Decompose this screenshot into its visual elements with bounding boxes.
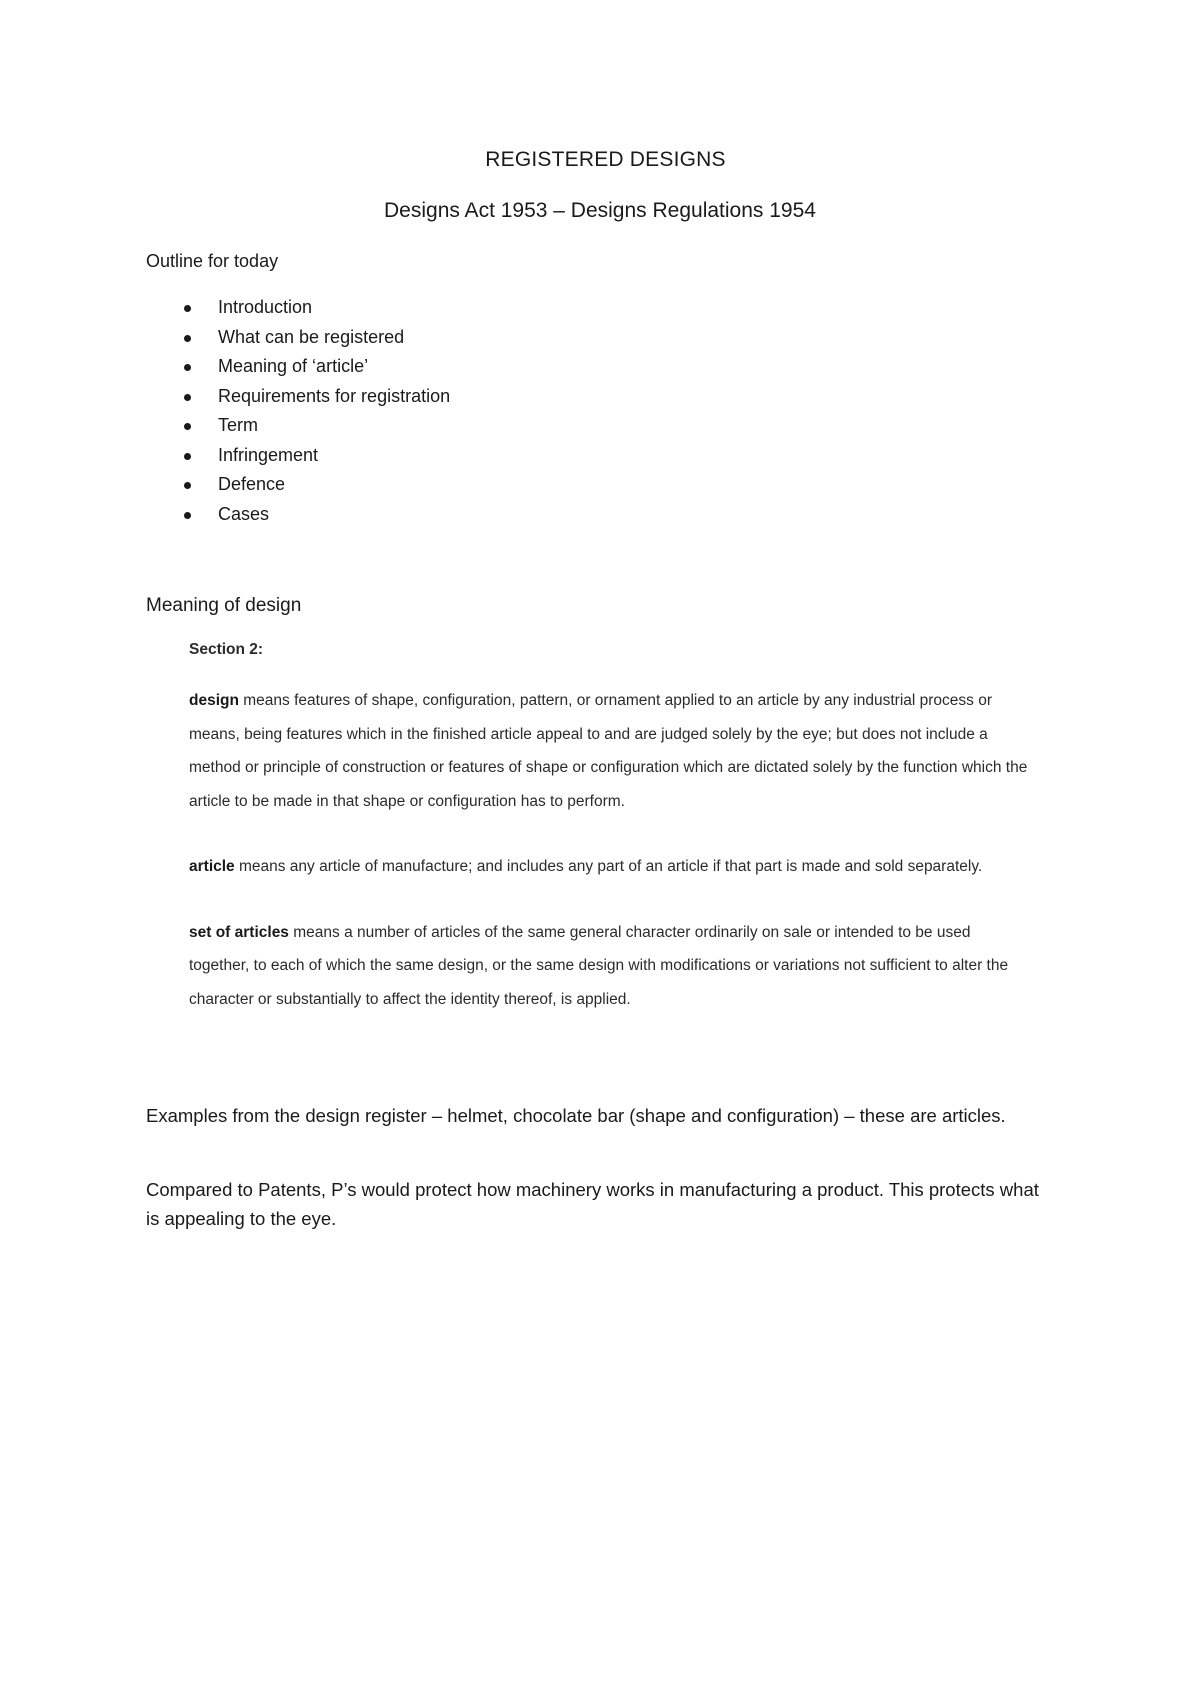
bullet-icon bbox=[184, 394, 191, 401]
list-item bbox=[146, 323, 450, 353]
bullet-icon bbox=[184, 364, 191, 371]
definition-term: set of articles bbox=[189, 923, 289, 941]
list-item bbox=[146, 470, 450, 500]
list-item bbox=[146, 352, 450, 382]
paragraph-patents-comparison: Compared to Patents, P’s would protect how machinery works in manufacturing a product. This protects what is appealing to the eye. bbox=[146, 1179, 1039, 1229]
list-item-label: Infringement bbox=[218, 444, 319, 465]
definition-article bbox=[189, 850, 1029, 884]
bullet-icon bbox=[184, 453, 191, 460]
document-title: REGISTERED DESIGNS bbox=[485, 148, 726, 171]
list-item bbox=[146, 441, 450, 471]
list-item bbox=[146, 411, 450, 441]
list-item bbox=[146, 293, 450, 323]
list-item-label: Cases bbox=[218, 503, 270, 524]
section-label: Section 2: bbox=[189, 641, 264, 658]
bullet-icon bbox=[184, 482, 191, 489]
definition-design bbox=[189, 684, 1029, 818]
definition-text: means features of shape, configuration, pattern, or ornament applied to an article by any industrial process or means, being features which in the finished article appeal to and are judged solely by the eye; but does not include a method or principle of construction or features of shape or configuration which are dictated solely by the function which the article to be made in that shape or configuration has to perform. bbox=[189, 692, 1028, 810]
definition-text: means any article of manufacture; and includes any part of an article if that part is made and sold separately. bbox=[234, 858, 983, 875]
meaning-heading: Meaning of design bbox=[146, 595, 302, 616]
list-item-label: Term bbox=[218, 415, 258, 435]
list-item bbox=[146, 500, 450, 530]
definition-term: design bbox=[189, 692, 239, 709]
list-item-label: Introduction bbox=[218, 297, 313, 317]
list-item-label: Meaning of ‘article’ bbox=[218, 356, 369, 376]
definition-term: article bbox=[189, 858, 235, 875]
bullet-icon bbox=[184, 512, 191, 519]
list-item-label: What can be registered bbox=[218, 326, 405, 347]
outline-heading: Outline for today bbox=[146, 251, 279, 271]
definition-set-of-articles bbox=[189, 916, 1029, 1017]
document-subtitle: Designs Act 1953 – Designs Regulations 1954 bbox=[384, 199, 816, 222]
list-item bbox=[146, 382, 450, 412]
bullet-icon bbox=[184, 305, 191, 312]
outline-list bbox=[146, 293, 450, 529]
statute-excerpt bbox=[189, 638, 1029, 1048]
bullet-icon bbox=[184, 423, 191, 430]
list-item-label: Defence bbox=[218, 474, 286, 494]
bullet-icon bbox=[184, 335, 191, 342]
list-item-label: Requirements for registration bbox=[218, 385, 451, 406]
paragraph-examples: Examples from the design register – helmet, chocolate bar (shape and configuration) – these are articles. bbox=[146, 1105, 1006, 1126]
definition-text: means a number of articles of the same general character ordinarily on sale or intended to be used together, to each of which the same design, or the same design with modifications or variations not sufficient to alter the character or substantially to affect the identity thereof, is applied. bbox=[189, 923, 1009, 1008]
